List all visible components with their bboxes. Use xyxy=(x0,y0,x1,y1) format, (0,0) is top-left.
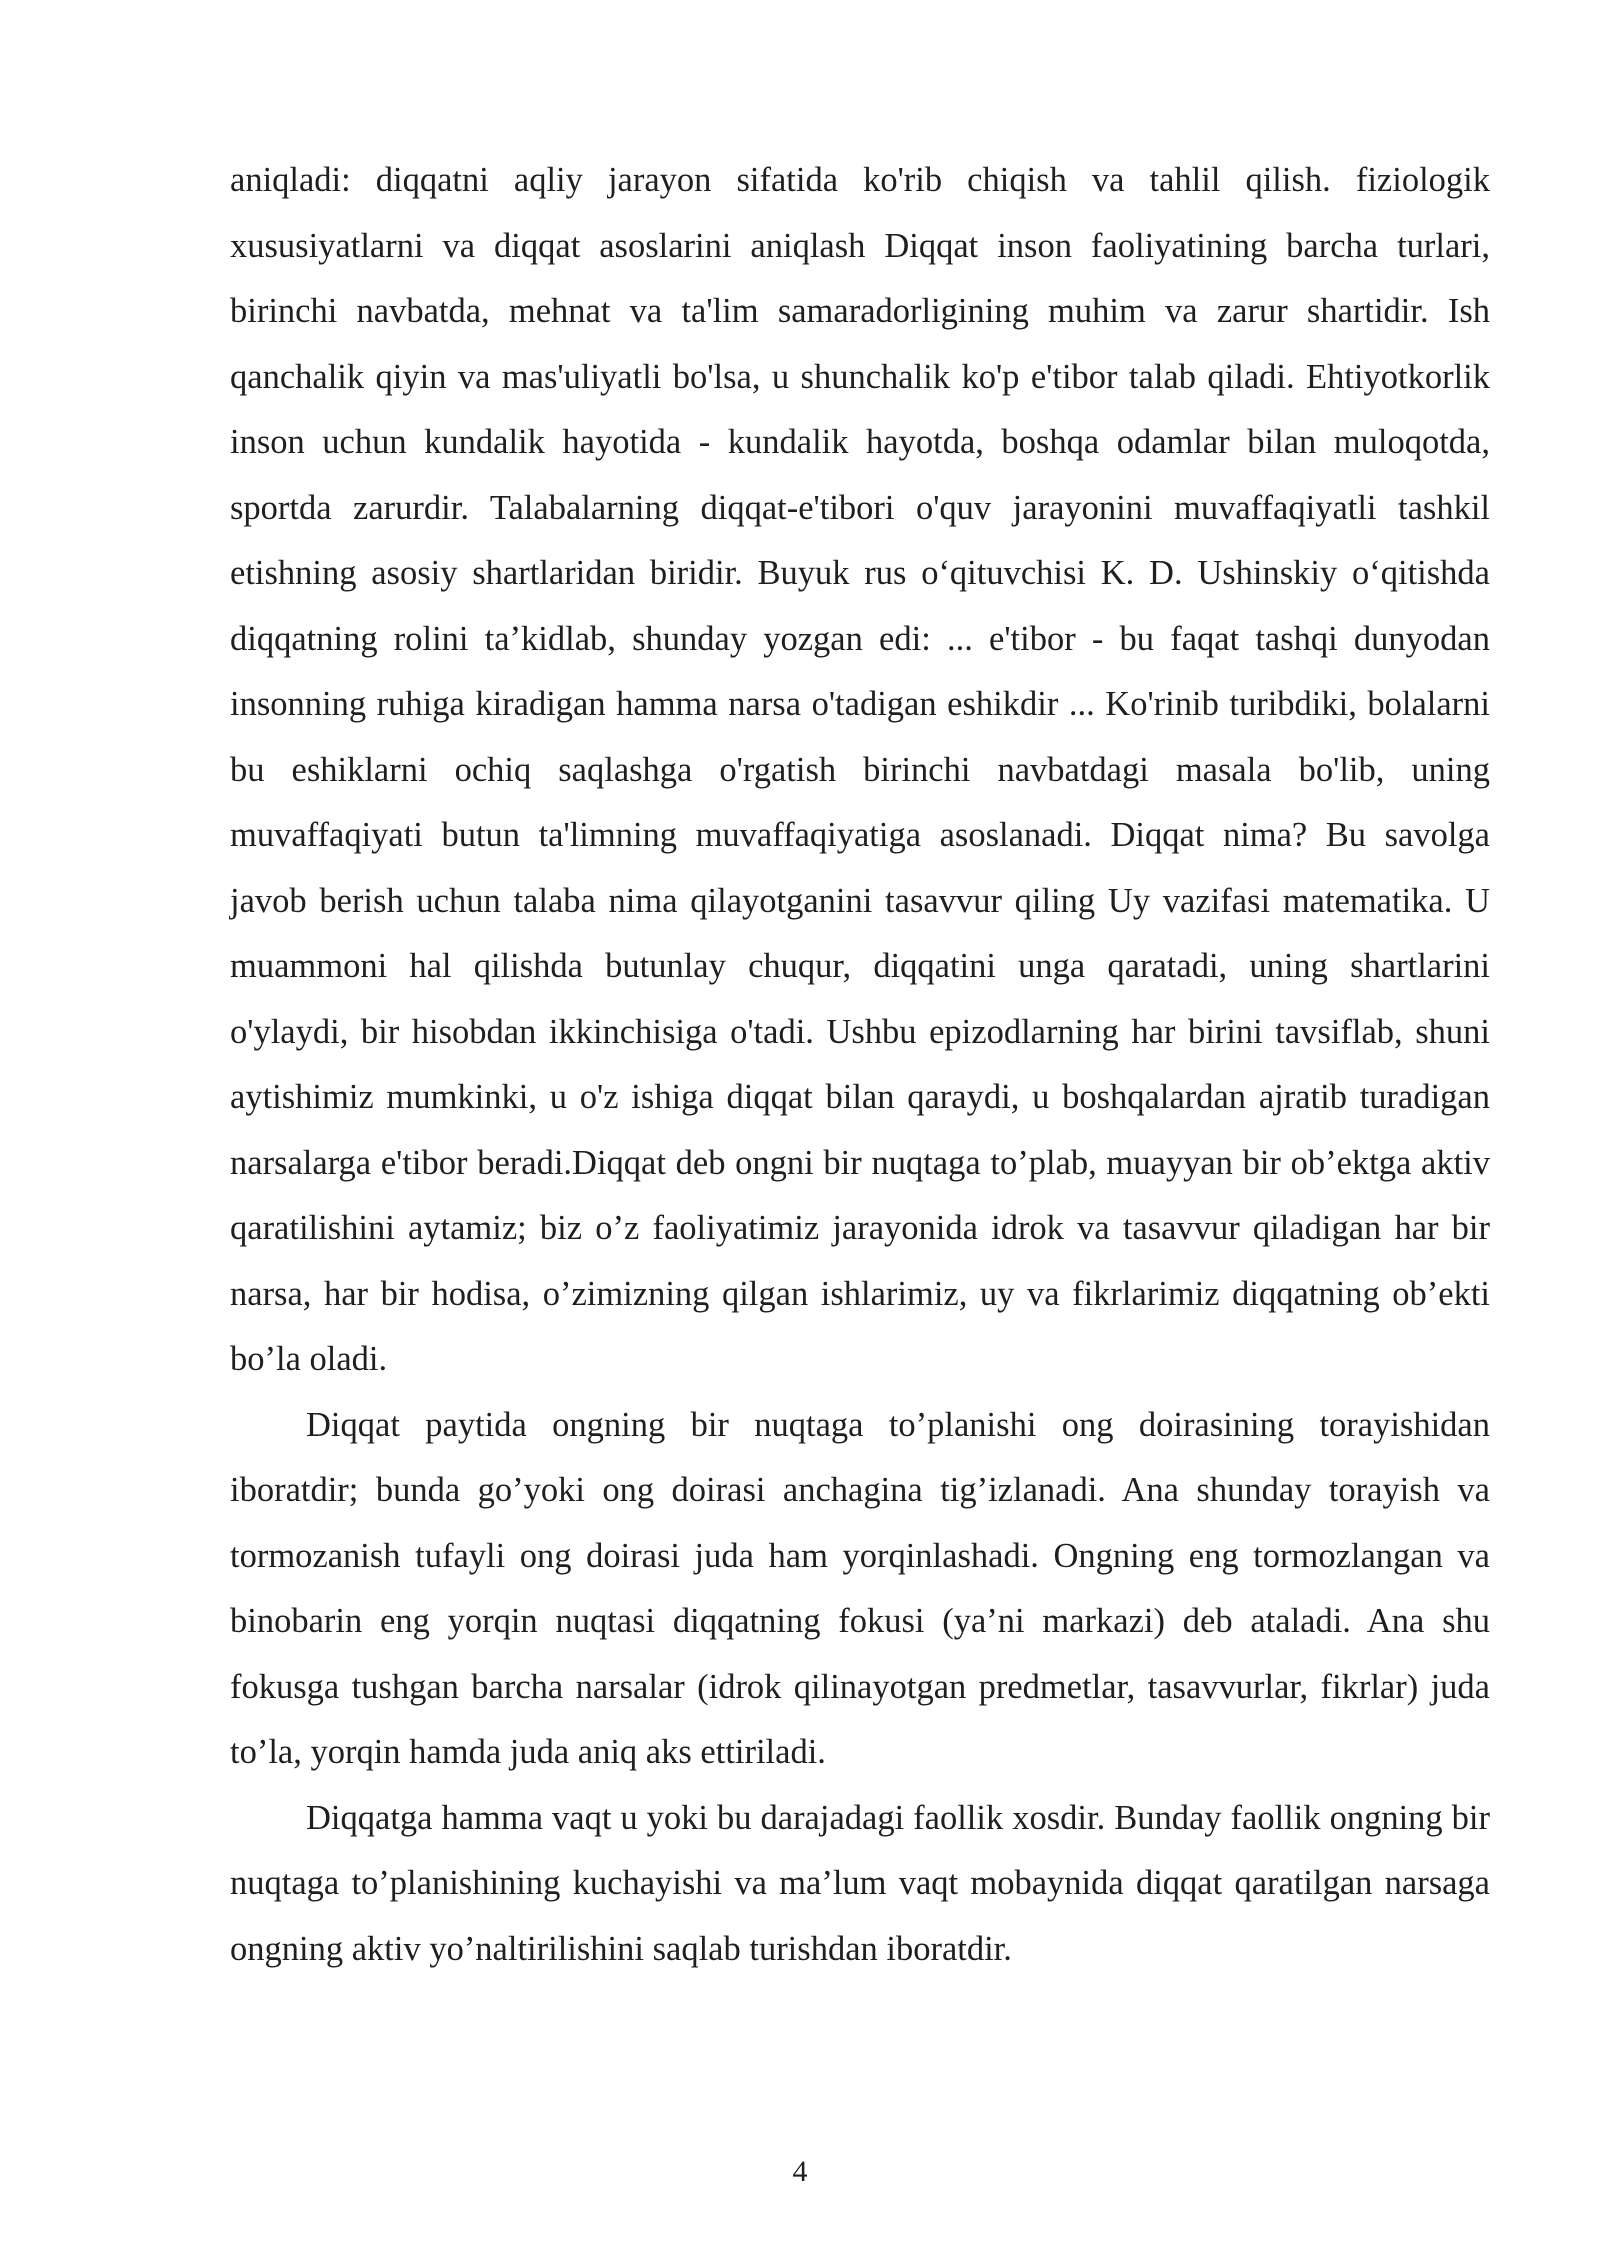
paragraph-1: aniqladi: diqqatni aqliy jarayon sifatida ko'rib chiqish va tahlil qilish. fiziologik xususiyatlarni va diqqat asoslarini aniqlash Diqqat inson faoliyatining barcha turlari, birinchi navbatda, mehnat va ta'lim samaradorligining muhim va zarur shartidir. Ish qanchalik qiyin va mas'uliyatli bo'lsa, u shunchalik ko'p e'tibor talab qiladi. Ehtiyotkorlik inson uchun kundalik hayotida - kundalik hayotda, boshqa odamlar bilan muloqotda, sportda zarurdir. Talabalarning diqqat-e'tibori o'quv jarayonini muvaffaqiyatli tashkil etishning asosiy shartlaridan biridir. Buyuk rus oʻqituvchisi K. D. Ushinskiy oʻqitishda diqqatning rolini taʼkidlab, shunday yozgan edi: ... e'tibor - bu faqat tashqi dunyodan insonning ruhiga kiradigan hamma narsa o'tadigan eshikdir ... Ko'rinib turibdiki, bolalarni bu eshiklarni ochiq saqlashga o'rgatish birinchi navbatdagi masala bo'lib, uning muvaffaqiyati butun ta'limning muvaffaqiyatiga asoslanadi. Diqqat nima? Bu savolga javob berish uchun talaba nima qilayotganini tasavvur qiling Uy vazifasi matematika. U muammoni hal qilishda butunlay chuqur, diqqatini unga qaratadi, uning shartlarini o'ylaydi, bir hisobdan ikkinchisiga o'tadi. Ushbu epizodlarning har birini tavsiflab, shuni aytishimiz mumkinki, u o'z ishiga diqqat bilan qaraydi, u boshqalardan ajratib turadigan narsalarga e'tibor beradi.Diqqat deb ongni bir nuqtaga to’plab, muayyan bir ob’ektga aktiv qaratilishini aytamiz; biz o’z faoliyatimiz jarayonida idrok va tasavvur qiladigan har bir narsa, har bir hodisa, o’zimizning qilgan ishlarimiz, uy va fikrlarimiz diqqatning ob’ekti bo’la oladi. xyxy=(230,161,1490,1378)
paragraph-2: Diqqat paytida ongning bir nuqtaga to’planishi ong doirasining torayishidan iboratdir; bunda go’yoki ong doirasi anchagina tig’izlanadi. Ana shunday torayish va tormozanish tufayli ong doirasi juda ham yorqinlashadi. Ongning eng tormozlangan va binobarin eng yorqin nuqtasi diqqatning fokusi (ya’ni markazi) deb ataladi. Ana shu fokusga tushgan barcha narsalar (idrok qilinayotgan predmetlar, tasavvurlar, fikrlar) juda to’la, yorqin hamda juda aniq aks ettiriladi. xyxy=(230,1405,1490,1771)
body-text xyxy=(230,148,1490,1982)
page-number: 4 xyxy=(792,2155,808,2188)
paragraph-3: Diqqatga hamma vaqt u yoki bu darajadagi faollik xosdir. Bunday faollik ongning bir nuqtaga to’planishining kuchayishi va ma’lum vaqt mobaynida diqqat qaratilgan narsaga ongning aktiv yo’naltirilishini saqlab turishdan iboratdir. xyxy=(230,1798,1490,1968)
